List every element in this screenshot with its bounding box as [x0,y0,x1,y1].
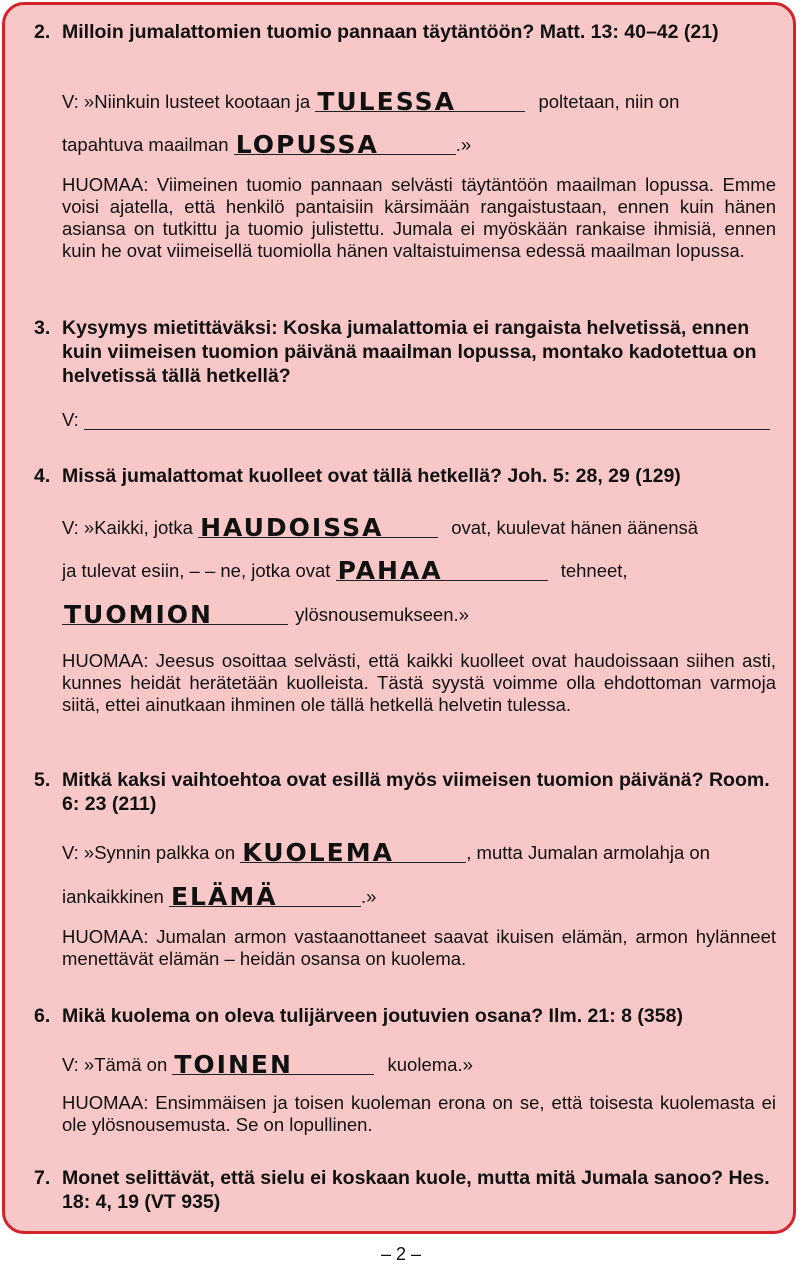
answer-text: V: »Niinkuin lusteet kootaan ja [62,91,311,112]
answer-4-line-3 [62,598,782,627]
answer-blank[interactable] [234,128,456,159]
handwritten-answer: TUOMION [64,600,213,629]
handwritten-answer: TOINEN [174,1050,293,1079]
answer-text: tapahtuva maailman [62,134,229,155]
answer-text: ovat, kuulevat hänen äänensä [451,517,699,538]
answer-text: tehneet, [560,560,628,581]
answer-2-line-1 [62,85,782,114]
answer-text: poltetaan, niin on [538,91,680,112]
answer-5-line-1 [62,836,782,865]
answer-5-line-2 [62,880,782,909]
question-text: Mitkä kaksi vaihtoehtoa ovat esillä myös viimeisen tuomion päivänä? Room. 6: 23 (211) [62,769,770,815]
handwritten-answer: HAUDOISSA [200,513,384,542]
answer-text: kuolema.» [387,1054,473,1075]
handwritten-answer: PAHAA [337,556,443,585]
question-text: Missä jumalattomat kuolleet ovat tällä hetkellä? Joh. 5: 28, 29 (129) [62,465,681,487]
question-number: 3. [34,317,51,339]
question-5 [34,768,784,816]
answer-text: ylösnousemukseen.» [295,604,469,625]
answer-blank[interactable] [198,511,438,542]
question-number: 2. [34,21,51,43]
note-4: HUOMAA: Jeesus osoittaa selvästi, että kaikki kuolleet ovat haudoissaan siihen asti, kunnes heidät herätetään kuolleista. Tästä syystä voimme olla ehdottoman varmoja siitä, ettei ainutkaan ihminen ole tällä hetkellä helvetin tulessa. [62,650,776,715]
handwritten-answer: KUOLEMA [242,838,394,867]
answer-text: .» [360,886,377,907]
answer-text: V: »Kaikki, jotka [62,517,193,538]
question-number: 6. [34,1005,51,1027]
question-2 [34,20,784,44]
answer-blank[interactable] [315,85,525,116]
answer-text: , mutta Jumalan armolahja on [466,842,710,863]
answer-text: ja tulevat esiin, – – ne, jotka ovat [62,560,331,581]
note-2: HUOMAA: Viimeinen tuomio pannaan selvästi täytäntöön maailman lopussa. Emme voisi ajatella, että henkilö pantaisiin kärsimään rangaistustaan, ennen kuin hänen asiansa on tutkittu ja tuomio julistettu. Jumala ei myöskään rankaise ihmisiä, ennen kuin he ovat viimeisellä tuomiolla hänen valtaistuimensa edessä maailman lopussa. [62,174,776,261]
handwritten-answer: LOPUSSA [235,130,379,159]
note-6: HUOMAA: Ensimmäisen ja toisen kuoleman erona on se, että toisesta kuolemasta ei ole ylösnousemusta. Se on lopullinen. [62,1092,776,1135]
answer-3-line-1 [62,403,782,432]
page-number: – 2 – [380,1244,422,1264]
answer-blank[interactable] [172,1048,374,1079]
answer-6-line-1 [62,1048,782,1077]
question-6 [34,1004,784,1028]
question-3 [34,316,784,388]
answer-text: V: »Tämä on [62,1054,168,1075]
answer-text: V: [62,409,79,430]
question-4 [34,464,784,488]
answer-blank[interactable] [169,880,361,911]
question-text: Milloin jumalattomien tuomio pannaan täytäntöön? Matt. 13: 40–42 (21) [62,21,719,43]
question-text: Monet selittävät, että sielu ei koskaan kuole, mutta mitä Jumala sanoo? Hes. 18: 4, 19 (VT 935) [62,1167,770,1213]
answer-2-line-2 [62,128,782,157]
question-number: 7. [34,1167,51,1189]
handwritten-answer: ELÄMÄ [170,882,278,911]
question-number: 5. [34,769,51,791]
answer-text: .» [455,134,472,155]
note-5: HUOMAA: Jumalan armon vastaanottaneet saavat ikuisen elämän, armon hylänneet menettävät elämän – heidän osansa on kuolema. [62,926,776,969]
question-text: Kysymys mietittäväksi: Koska jumalattomia ei rangaista helvetissä, ennen kuin viimeisen tuomion päivänä maailman lopussa, montako kadotettua on helvetissä tällä hetkellä? [62,317,757,387]
answer-text: V: »Synnin palkka on [62,842,236,863]
answer-blank[interactable] [240,836,466,867]
question-7 [34,1166,784,1214]
answer-4-line-1 [62,511,782,540]
handwritten-answer: TULESSA [317,87,456,116]
answer-4-line-2 [62,554,782,583]
answer-text: iankaikkinen [62,886,164,907]
answer-blank[interactable] [62,598,288,629]
question-text: Mikä kuolema on oleva tulijärveen joutuvien osana? Ilm. 21: 8 (358) [62,1005,683,1027]
answer-blank[interactable] [336,554,548,585]
answer-blank[interactable] [84,403,770,430]
question-number: 4. [34,465,51,487]
